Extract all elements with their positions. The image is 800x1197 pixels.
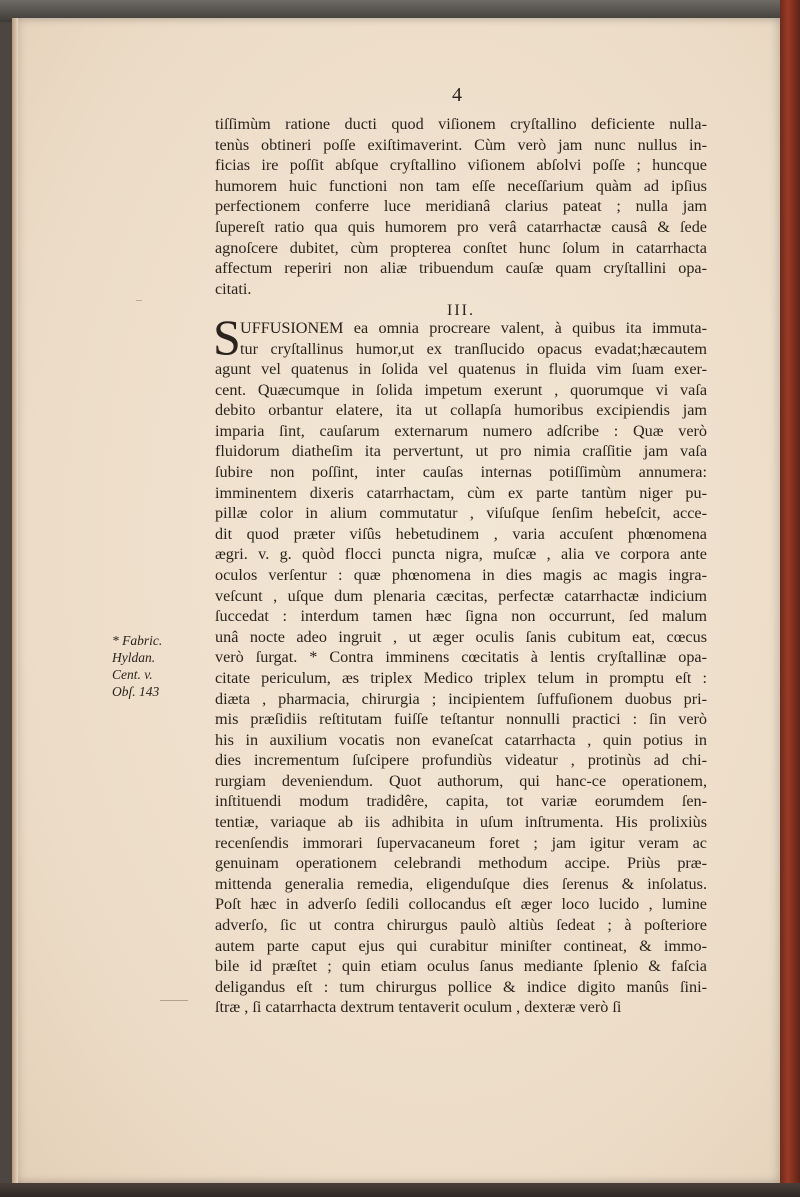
text-line: affectum reperiri non aliæ tribuendum cauſæ quam cryſtallini opa- xyxy=(215,259,707,278)
section-opening-lines xyxy=(240,318,707,359)
text-line: fluidorum diatheſim ita pervertunt, ut pro nimia craſſitie jam vaſa xyxy=(215,442,707,461)
text-line: bile id præſtet ; quin etiam oculus ſanus mediante ſplenio & faſcia xyxy=(215,957,707,976)
margin-note-line: Cent. v. xyxy=(112,667,153,682)
page-gutter-shadow xyxy=(12,18,18,1183)
section-heading: III. xyxy=(447,302,475,319)
text-line: agnoſcere dubitet, cùm propterea conſtet hunc ſolum in catarrhacta xyxy=(215,238,707,257)
margin-note-line: Obſ. 143 xyxy=(112,684,160,699)
text-line: diæta , pharmacia, chirurgia ; incipientem ſuffuſionem duobus pri- xyxy=(215,689,707,708)
text-line: ficias ire poſſit abſque cryſtallino viſionem abſolvi poſſe ; huncque xyxy=(215,156,707,175)
text-line: UFFUSIONEM ea omnia procreare valent, à quibus ita immuta- xyxy=(240,319,707,337)
text-line: autem parte caput ejus qui curabitur miniſter contineat, & immo- xyxy=(215,936,707,955)
ink-mark xyxy=(136,300,142,301)
drop-cap-initial: S xyxy=(213,309,241,365)
section-paragraph xyxy=(215,359,707,1018)
text-line: inſtituendi modum tradidêre, capita, tot variæ eorumdem ſen- xyxy=(215,792,707,811)
text-line: imminentem dixeris catarrhactam, cùm ex parte tantùm niger pu- xyxy=(215,483,707,502)
text-line: verò ſurgat. * Contra imminens cœcitatis à lentis cryſtallinæ opa- xyxy=(215,648,707,667)
text-line: tiſſimùm ratione ducti quod viſionem cryſtallino deficiente nulla- xyxy=(215,115,707,133)
text-line: genuinam operationem celebrandi methodum accipe. Priùs præ- xyxy=(215,854,707,873)
text-line: cent. Quæcumque in ſolida impetum exerunt , quorumque vi vaſa xyxy=(215,380,707,399)
margin-note-line: * Fabric. xyxy=(112,633,163,648)
page-number: 4 xyxy=(452,84,462,106)
ink-mark xyxy=(160,1000,188,1001)
text-line: unâ nocte adeo ingruit , ut æger oculis ſanis cubitum eat, cœcus xyxy=(215,627,707,646)
paragraph-continuation xyxy=(215,114,707,299)
text-line: humorem huic functioni non tam eſſe neceſſarium quàm ad ipſius xyxy=(215,176,707,195)
text-line: citate periculum, æs triplex Medico triplex telum in promptu eſt : xyxy=(215,668,707,687)
text-line: recenſendis immorari ſupervacaneum foret ; jam igitur veram ac xyxy=(215,833,707,852)
text-line: citati. xyxy=(215,279,252,298)
text-line: deligandus eſt : tum chirurgus pollice & indice digito manûs ſini- xyxy=(215,977,707,996)
margin-note-line: Hyldan. xyxy=(112,650,156,665)
text-line: mittenda generalia remedia, eligenduſque dies ſerenus & inſolatus. xyxy=(215,874,707,893)
text-line: agunt vel quatenus in ſolida vel quatenus in fluida vim ſuam exer- xyxy=(215,360,707,378)
text-line: perfectionem conferre luce meridianâ clarius pateat ; nulla jam xyxy=(215,197,707,216)
text-line: ſupereſt ratio qua quis humorem pro verâ catarrhactæ causâ & ſede xyxy=(215,217,707,236)
book-binding-bottom xyxy=(0,1183,800,1197)
text-line: tur cryſtallinus humor,ut ex tranſlucido opacus evadat;hæcautem xyxy=(240,339,707,358)
text-line: imparia ſint, cauſarum externarum numero adſcribe : Quæ verò xyxy=(215,421,707,440)
text-line: ſubire non poſſint, inter cauſas internas potiſſimùm annumera: xyxy=(215,462,707,481)
text-line: his in auxilium vocatis non evaneſcat catarrhacta , quin potius in xyxy=(215,730,707,749)
text-line: veſcunt , uſque dum plenaria cæcitas, perfectæ catarrhactæ indicium xyxy=(215,586,707,605)
text-line: pillæ color in alium commutatur , viſuſque ſenſim hebeſcit, acce- xyxy=(215,504,707,523)
text-line: dit quod præter viſûs hebetudinem , varia accuſent phœnomena xyxy=(215,524,707,543)
text-line: rurgiam deveniendum. Quot authorum, qui hanc-ce operationem, xyxy=(215,771,707,790)
text-line: tentiæ, variaque ab iis adhibita in uſum inſtrumenta. His prolixiùs xyxy=(215,813,707,832)
margin-citation-note xyxy=(112,632,202,700)
text-line: adverſo, ſic ut contra chirurgus paulò altiùs ſedeat ; à poſteriore xyxy=(215,916,707,935)
book-binding-spine xyxy=(780,0,800,1197)
text-line: debito orbantur elatere, ita ut collapſa humoribus excipiendis jam xyxy=(215,401,707,420)
text-line: dies incrementum ſuſcipere profundiùs videatur , protinùs ad chi- xyxy=(215,751,707,770)
text-line: tenùs obtineri poſſe exiſtimaverint. Cùm verò jam nunc nullus in- xyxy=(215,135,707,154)
text-line: ſtræ , ſi catarrhacta dextrum tentaverit oculum , dexteræ verò ſi xyxy=(215,998,622,1017)
text-line: ſuccedat : interdum tamen hæc ſigna non occurrunt, ſed malum xyxy=(215,607,707,626)
text-line: ægri. v. g. quòd flocci puncta nigra, muſcæ , alia ve corpora ante xyxy=(215,545,707,564)
text-line: Poſt hæc in adverſo ſedili collocandus eſt æger loco lucido , lumine xyxy=(215,895,707,914)
text-line: oculos verſentur : quæ phœnomena in dies magis ac magis ingra- xyxy=(215,565,707,584)
text-line: mis præſidiis reſtitutam fuiſſe teſtantur nonnulli practici : ſin verò xyxy=(215,710,707,729)
